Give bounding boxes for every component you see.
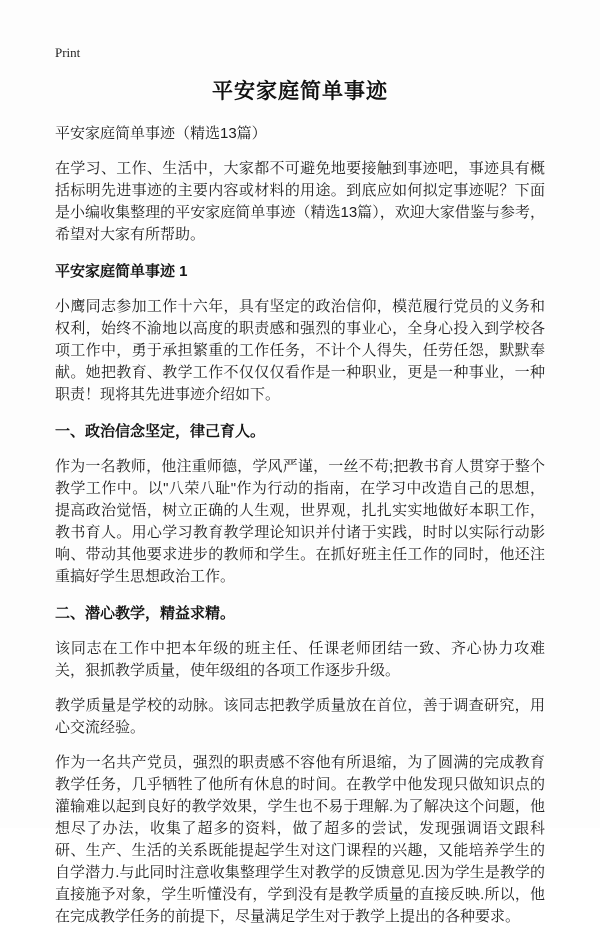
print-link[interactable]: Print: [55, 45, 81, 60]
section-heading-part-1: 一、政治信念坚定，律己育人。: [55, 423, 266, 440]
part-2-paragraph-2: 教学质量是学校的动脉。该同志把教学质量放在首位，善于调查研究，用心交流经验。: [55, 697, 545, 736]
intro-paragraph: 在学习、工作、生活中，大家都不可避免地要接触到事迹吧，事迹具有概括标明先进事迹的主要内容或材料的用途。到底应如何拟定事迹呢？下面是小编收集整理的平安家庭简单事迹（精选13篇），欢迎大家借鉴与参考，希望对大家有所帮助。: [55, 160, 545, 243]
section-heading-part-2: 二、潜心教学，精益求精。: [55, 605, 236, 622]
part-1-paragraph: 作为一名教师，他注重师德，学风严谨，一丝不苟;把教书育人贯穿于整个教学工作中。以"八荣八耻"作为行动的指南，在学习中改造自己的思想，提高政治觉悟，树立正确的人生观，世界观，扎扎实实地做好本职工作，教书育人。用心学习教育教学理论知识并付诸于实践，时时以实际行动影响、带动其他要求进步的教师和学生。在抓好班主任工作的同时，他还注重搞好学生思想政治工作。: [55, 458, 545, 585]
page-title: 平安家庭简单事迹: [212, 80, 388, 103]
doc-subtitle-line: 平安家庭简单事迹（精选13篇）: [55, 125, 267, 142]
part-2-paragraph-1: 该同志在工作中把本年级的班主任、任课老师团结一致、齐心协力攻难关，狠抓教学质量，使年级组的各项工作逐步升级。: [55, 640, 545, 679]
section-heading-story-1: 平安家庭简单事迹 1: [55, 263, 188, 280]
story-1-intro-paragraph: 小鹰同志参加工作十六年，具有坚定的政治信仰，模范履行党员的义务和权利，始终不渝地以高度的职责感和强烈的事业心，全身心投入到学校各项工作中，勇于承担繁重的工作任务，不计个人得失，任劳任怨，默默奉献。她把教育、教学工作不仅仅仅看作是一种职业，更是一种事业，一种职责！现将其先进事迹介绍如下。: [55, 298, 545, 403]
part-2-paragraph-3: 作为一名共产党员，强烈的职责感不容他有所退缩，为了圆满的完成教育教学任务，几乎牺牲了他所有休息的时间。在教学中他发现只做知识点的灌输难以起到良好的教学效果，学生也不易于理解.为了解决这个问题，他想尽了办法，收集了超多的资料，做了超多的尝试，发现强调语文跟科研、生产、生活的关系既能提起学生对这门课程的兴趣，又能培养学生的自学潜力.与此同时注意收集整理学生对教学的反馈意见.因为学生是教学的直接施予对象，学生听懂没有，学到没有是教学质量的直接反映.所以，他在完成教学任务的前提下，尽量满足学生对于教学上提出的各种要求。: [55, 754, 545, 925]
